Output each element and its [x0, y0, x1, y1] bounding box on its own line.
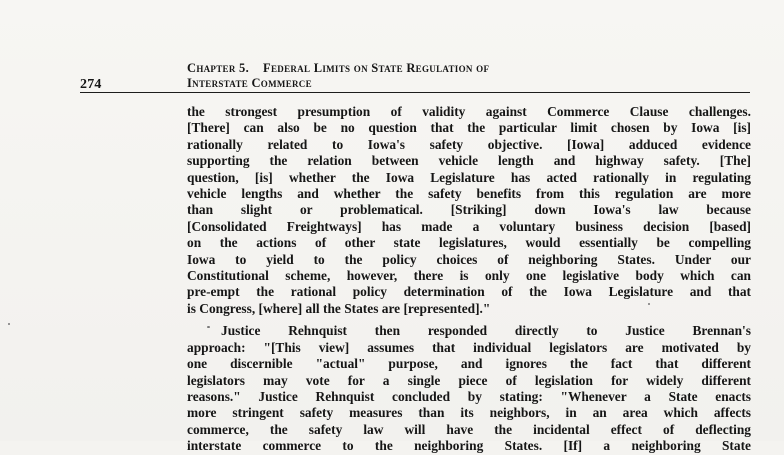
chapter-label: Chapter 5. — [187, 61, 250, 75]
text-line: [There] can also be no question that the particular limit chosen by Iowa [is] — [187, 120, 751, 136]
text-line: is Congress, [where] all the States are [represented]." — [187, 300, 491, 316]
text-line: [Consolidated Freightways] has made a voluntary business decision [based] — [187, 218, 751, 234]
text-line: Constitutional scheme, however, there is only one legislative body which can — [187, 268, 751, 284]
chapter-title-line2: Interstate Commerce — [187, 76, 312, 90]
text-line: question, [is] whether the Iowa Legislature has acted rationally in regulating — [187, 169, 751, 185]
text-line: interstate commerce to the neighboring States. [If] a neighboring State — [187, 438, 751, 454]
paragraph-2 — [187, 323, 751, 454]
page-number: 274 — [80, 77, 102, 92]
scan-speck — [648, 303, 650, 305]
chapter-title-line1: Federal Limits on State Regulation of — [263, 61, 490, 75]
text-line: rationally related to Iowa's safety objective. [Iowa] adduced evidence — [187, 136, 751, 152]
text-line: one discernible "actual" purpose, and ignores the fact that different — [187, 356, 751, 372]
text-line: reasons." Justice Rehnquist concluded by stating: "Whenever a State enacts — [187, 388, 751, 404]
text-line: than slight or problematical. [Striking] down Iowa's law because — [187, 202, 751, 218]
text-line: the strongest presumption of validity against Commerce Clause challenges. — [187, 104, 751, 119]
paragraph-1 — [187, 104, 751, 317]
body-text — [187, 104, 751, 455]
text-line: approach: "[This view] assumes that individual legislators are motivated by — [187, 339, 751, 355]
text-line: on the actions of other state legislatures, would essentially be compelling — [187, 235, 751, 251]
text-line: pre-empt the rational policy determination of the Iowa Legislature and that — [187, 284, 751, 300]
text-line: more stringent safety measures than its neighbors, in an area which affects — [187, 405, 751, 421]
scan-speck — [207, 326, 210, 328]
text-line: supporting the relation between vehicle length and highway safety. [The] — [187, 153, 751, 169]
scan-speck — [8, 323, 10, 325]
text-line: legislators may vote for a single piece of legislation for widely different — [187, 372, 751, 388]
running-head — [187, 61, 587, 91]
header-rule — [80, 92, 750, 93]
text-line: vehicle lengths and whether the safety benefits from this regulation are more — [187, 186, 751, 202]
text-line: commerce, the safety law will have the incidental effect of deflecting — [187, 421, 751, 437]
text-line: Justice Rehnquist then responded directly to Justice Brennan's — [221, 323, 751, 339]
text-line: Iowa to yield to the policy choices of neighboring States. Under our — [187, 251, 751, 267]
